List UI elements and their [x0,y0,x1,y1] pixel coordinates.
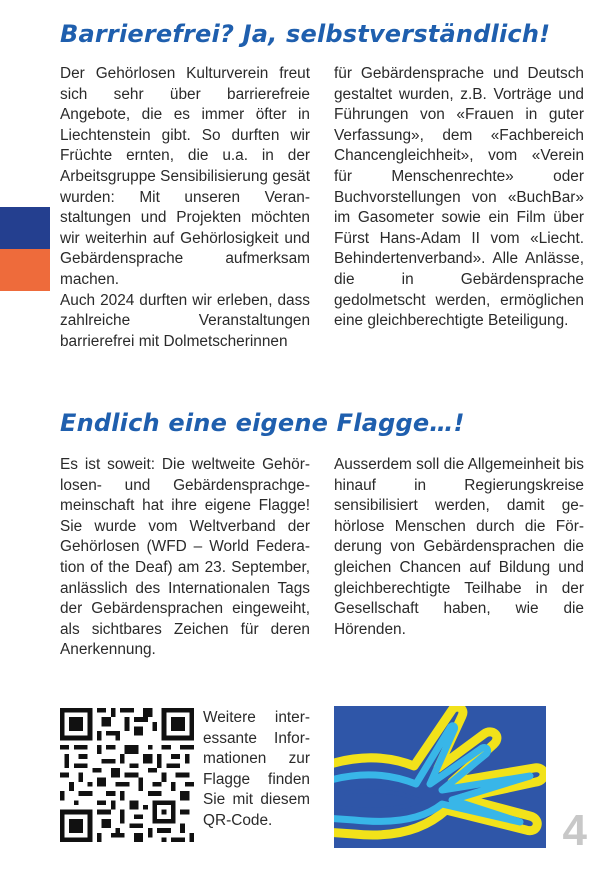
section1-left-paragraph-1: Der Gehörlosen Kulturverein freut sich sehr über barrierefreie Angebote, die es immer öfter in Liechtenstein gibt. So durften wir Früchte ernten, die u.a. in der Arbeitsgruppe Sensibilisierung gesät wurden: Mit unseren Veranstaltungen und Projekten möchten wir weiterhin auf Gehörlosigkeit und Gebärdensprache aufmerksam machen. [60,65,310,288]
deaf-flag-image [334,706,546,848]
side-bar-orange [0,249,50,291]
section-title-flagge: Endlich eine eigene Flagge…! [60,409,465,437]
section2-left-paragraph: Es ist soweit: Die weltweite Gehörlosen- und Gebärdensprachgemeinschaft hat ihre eigene Flagge! Sie wurde vom Weltverband der Gehörlosen (WFD – World Federation of the Deaf) am 23. September, anlässlich des Internationalen Tags der Gebärdensprachen eingeweiht, als sichtbares Zeichen für deren Anerkennung. [60,456,310,659]
qr-caption: Weitere interessante Informationen zur Flagge finden Sie mit diesem QR-Code. [203,709,310,829]
section1-left-column [60,64,310,352]
side-bar-blue [0,207,50,249]
section1-right-paragraph: für Gebärdensprache und Deutsch gestaltet wurden, z.B. Vorträge und Führungen von «Frauen in guter Verfassung», dem «Fachbereich Chancengleichheit», vom «Verein für Menschenrechte» oder Buchvorstellungen von «BuchBar» im Gasometer sowie ein Film über Fürst Hans-Adam II vom «Liecht. Behindertenverband». Alle Anlässe, die in Gebärdensprache gedolmetscht werden, ermöglichen eine gleichberechtigte Beteiligung. [334,65,584,330]
section2-left-column [60,455,310,661]
section-title-barrierefrei: Barrierefrei? Ja, selbstverständlich! [60,20,551,48]
section2-right-paragraph: Ausserdem soll die Allgemeinheit bis hinauf in Regierungskreise sensibilisiert werden, damit gehörlose Menschen durch die Förderung von Gebärdensprachen die gleichen Chancen auf Bildung und gleichberechtigte Teilhabe in der Gesellschaft haben, wie die Hörenden. [334,456,584,638]
section1-left-paragraph-2: Auch 2024 durften wir erleben, dass zahlreiche Veranstaltungen barrierefrei mit Dolmetscherinnen [60,291,310,350]
qr-code[interactable] [60,708,194,842]
page-number: 4 [562,806,587,855]
section1-right-column [334,64,584,332]
deaf-flag-hand-icon [334,706,546,848]
section2-right-column [334,455,584,640]
qr-code-graphic [60,708,194,842]
